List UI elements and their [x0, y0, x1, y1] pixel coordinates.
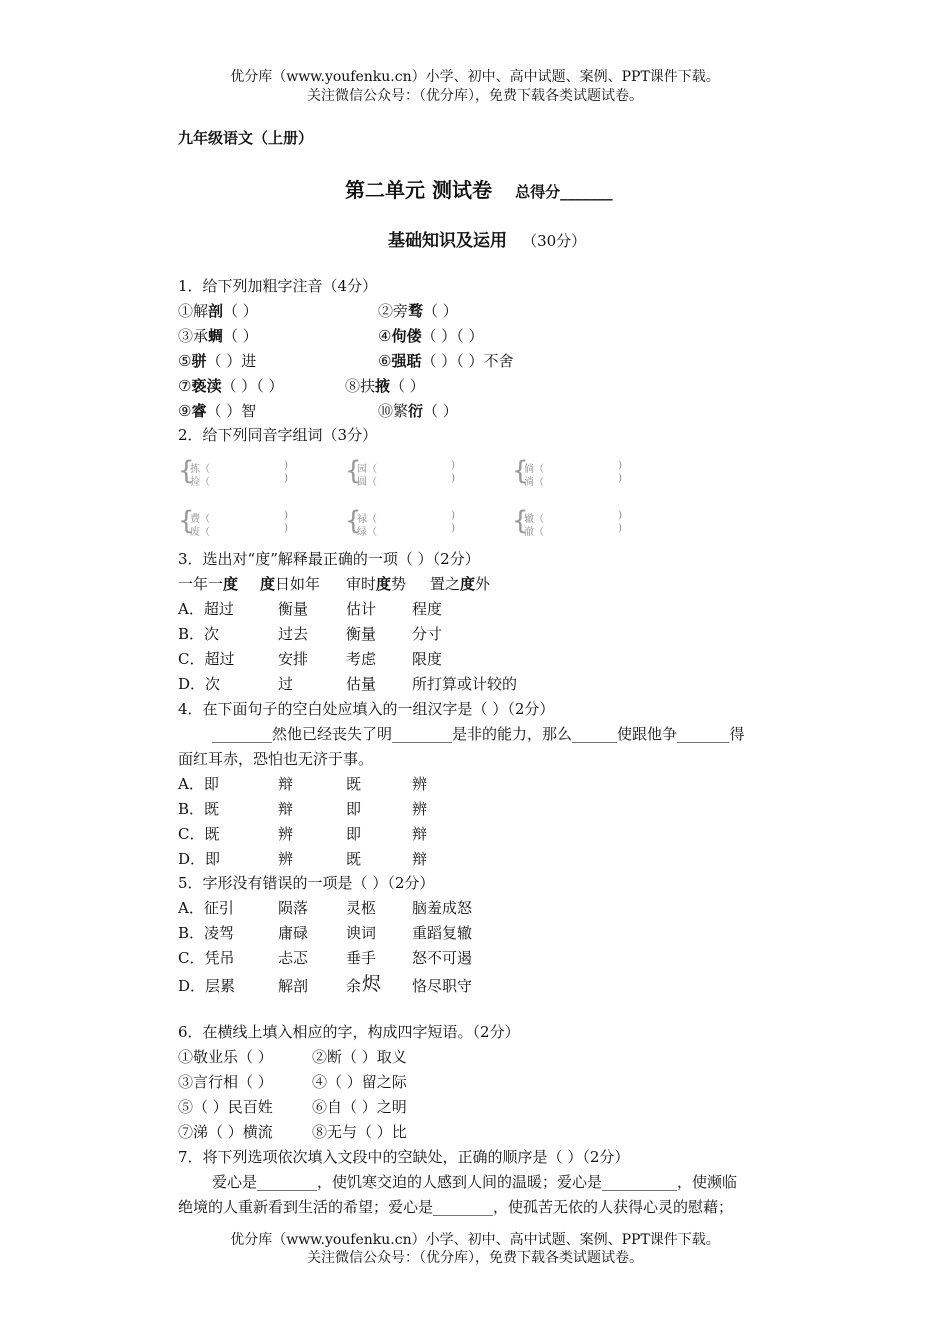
footer-line-1: 优分库（www.youfenku.cn）小学、初中、高中试题、案例、PPT课件下载。	[230, 1232, 720, 1248]
q4-option-cell: 即	[346, 800, 362, 818]
q1-item-prefix: ⑤	[178, 352, 192, 370]
page-title	[345, 174, 613, 203]
q2-group-close: )	[284, 473, 288, 484]
q6-item: ⑧无与（ ）比	[312, 1123, 407, 1141]
q1-item-blank: （ ）	[223, 327, 258, 345]
q5-prompt: 5．字形没有错误的一项是（ ）（2分）	[178, 874, 435, 892]
q2-group-row	[524, 473, 622, 488]
q5-option-cell: 垂手	[346, 949, 377, 967]
q1-item-prefix: ①解	[178, 302, 209, 320]
q1-item-bold: 剖	[208, 302, 224, 320]
q1-item-prefix: ④	[378, 327, 392, 345]
q2-group-close: )	[451, 523, 455, 534]
section-title: 基础知识及运用	[388, 231, 507, 251]
q3-phrase	[430, 574, 490, 594]
q1-item-prefix: ⑦	[178, 377, 192, 395]
q1-item-blank: （ ）	[423, 302, 458, 320]
q2-group	[512, 508, 622, 536]
brace-icon: {	[178, 456, 195, 486]
q1-item-blank: （ ）（ ）	[421, 327, 484, 345]
q2-group-close: )	[284, 510, 288, 521]
q2-group-char: 园（	[357, 464, 377, 475]
q3-option-cell: 安排	[278, 650, 309, 668]
q1-item-bold: 骈	[191, 352, 207, 370]
q5-option-cell: 重蹈复辙	[412, 924, 473, 942]
q2-group-char: 辙（	[524, 514, 544, 525]
q3-phrase-pre: 一年一	[178, 575, 224, 593]
q4-option-cell: D．即	[178, 850, 221, 868]
q4-option-cell: 辨	[412, 775, 428, 793]
q6-item: ⑤（ ）民百姓	[178, 1098, 273, 1116]
q2-group-row	[190, 473, 288, 488]
q7-line-2: 绝境的人重新看到生活的希望；爱心是________，使孤苦无依的人获得心灵的慰藉；	[178, 1198, 734, 1216]
q3-phrase-post: 日如年	[275, 575, 321, 593]
q3-option-cell: B．次	[178, 625, 220, 643]
q1-item-blank: （ ）（ ）不舍	[421, 352, 514, 370]
q2-group-row	[357, 523, 455, 538]
brace-icon: {	[178, 506, 195, 536]
q3-option-cell: 衡量	[278, 600, 309, 618]
q2-group-close: )	[284, 460, 288, 471]
q3-option-cell: C．超过	[178, 650, 235, 668]
brace-icon: {	[345, 456, 362, 486]
q4-option-cell: C．既	[178, 825, 220, 843]
q1-item-prefix: ⑥	[378, 352, 392, 370]
q3-phrase-key: 度	[460, 575, 476, 593]
q4-prompt: 4．在下面句子的空白处应填入的一组汉字是（ ）（2分）	[178, 700, 555, 718]
q3-phrase-key: 度	[260, 575, 276, 593]
q1-item-prefix: ⑧扶	[345, 377, 376, 395]
q4-option-cell: 辩	[412, 850, 428, 868]
q2-group	[178, 508, 288, 536]
q1-item-prefix: ②旁	[378, 302, 409, 320]
q5-option-cell: 余	[346, 977, 362, 995]
q4-sentence-2: 面红耳赤，恐怕也无济于事。	[178, 750, 374, 768]
q2-group-close: )	[618, 473, 622, 484]
q4-sentence-1: ________然他已经丧失了明________是非的能力，那么______使跟他争_______得	[212, 725, 745, 743]
q3-option-cell: 限度	[412, 650, 443, 668]
q1-item	[378, 351, 514, 371]
q1-item-blank: （ ）进	[206, 352, 257, 370]
q4-option-cell: 辨	[412, 800, 428, 818]
q4-option-cell: A．即	[178, 775, 219, 793]
q4-option-cell: 即	[346, 825, 362, 843]
q5-option-cell: 谀词	[346, 924, 377, 942]
q2-group-char: 费（	[190, 514, 210, 525]
brace-icon: {	[512, 456, 529, 486]
q3-option-cell: 衡量	[346, 625, 377, 643]
q1-item	[178, 351, 256, 371]
q2-group-close: )	[284, 523, 288, 534]
q5-option-cell: 陨落	[278, 899, 309, 917]
q5-option-cell: 怒不可遏	[412, 949, 473, 967]
q1-item	[378, 401, 458, 421]
q3-option-cell: 估量	[346, 675, 377, 693]
q1-item-blank: （ ）	[223, 302, 258, 320]
q3-option-cell: A．超过	[178, 600, 234, 618]
section-points: （30分）	[522, 232, 587, 250]
q7-line-1: 爱心是________，使饥寒交迫的人感到人间的温暖；爱心是__________，使濒临	[212, 1173, 738, 1191]
q1-item	[178, 326, 258, 346]
q2-group-close: )	[451, 510, 455, 521]
q2-group-char: 拣（	[190, 464, 210, 475]
q2-group-row	[357, 473, 455, 488]
q5-option-cell: 解剖	[278, 977, 309, 995]
section-heading	[388, 226, 586, 251]
q6-item: ⑦涕（ ）横流	[178, 1123, 273, 1141]
q1-item-prefix: ⑨	[178, 402, 192, 420]
q1-item	[178, 376, 284, 396]
brace-icon: {	[512, 506, 529, 536]
q3-phrase	[260, 574, 320, 594]
q4-option-cell: 辨	[278, 850, 294, 868]
q1-item-bold: 掖	[375, 377, 391, 395]
q3-phrase-key: 度	[376, 575, 392, 593]
q4-option-cell: 既	[346, 850, 362, 868]
q4-option-cell: 辨	[278, 825, 294, 843]
q1-item	[378, 301, 458, 321]
q3-phrase-key: 度	[223, 575, 239, 593]
header-line-1: 优分库（www.youfenku.cn）小学、初中、高中试题、案例、PPT课件下载。	[230, 69, 720, 85]
q3-option-cell: 估计	[346, 600, 377, 618]
q1-item-bold: 亵渎	[191, 377, 222, 395]
q2-group	[512, 458, 622, 486]
q1-item-blank: （ ）	[423, 402, 458, 420]
q2-group-char: 淌（	[524, 477, 544, 488]
q2-group	[345, 508, 455, 536]
q1-item-bold: 衍	[408, 402, 424, 420]
q1-item	[378, 326, 484, 346]
q5-option-cell: B．凌驾	[178, 924, 235, 942]
q3-option-cell: 考虑	[346, 650, 377, 668]
q2-group-char: 捡（	[190, 477, 210, 488]
q4-option-cell: 辩	[278, 775, 294, 793]
q5-option-cell: 脑羞成怒	[412, 899, 473, 917]
q5-option-cell: 忐忑	[278, 949, 309, 967]
q5-option-cell: A．征引	[178, 899, 234, 917]
q1-item-bold: 蜩	[208, 327, 224, 345]
q3-phrase	[178, 574, 238, 594]
q6-item: ①敬业乐（ ）	[178, 1048, 273, 1066]
q3-phrase-post: 势	[391, 575, 407, 593]
q3-prompt: 3．选出对“度”解释最正确的一项（ ）（2分）	[178, 550, 480, 568]
q2-group-close: )	[451, 473, 455, 484]
q4-option-cell: B．既	[178, 800, 220, 818]
q2-group-close: )	[618, 523, 622, 534]
q3-option-cell: D．次	[178, 675, 221, 693]
q1-item-blank: （ ）	[390, 377, 425, 395]
q4-option-cell: 辩	[278, 800, 294, 818]
q2-prompt: 2．给下列同音字组词（3分）	[178, 426, 378, 444]
q3-option-cell: 程度	[412, 600, 443, 618]
header-line-2: 关注微信公众号：（优分库），免费下载各类试题试卷。	[307, 88, 643, 104]
q4-option-cell: 辩	[412, 825, 428, 843]
q1-item-bold: 骛	[408, 302, 424, 320]
q2-group-char: 禄（	[357, 514, 377, 525]
q3-option-cell: 过	[278, 675, 294, 693]
q1-item-prefix: ⑩繁	[378, 402, 409, 420]
q1-item-prefix: ③承	[178, 327, 209, 345]
q1-item-blank: （ ）智	[206, 402, 257, 420]
q1-item-bold: 睿	[191, 402, 207, 420]
brace-icon: {	[345, 506, 362, 536]
q2-group-char: 圆（	[357, 477, 377, 488]
q4-option-cell: 既	[346, 775, 362, 793]
q3-phrase	[346, 574, 406, 594]
q1-item	[178, 301, 258, 321]
q6-prompt: 6．在横线上填入相应的字，构成四字短语。（2分）	[178, 1023, 520, 1041]
q5-option-cell: D．层累	[178, 977, 236, 995]
q2-group-close: )	[451, 460, 455, 471]
q1-item	[178, 401, 256, 421]
q6-item: ②断（ ）取义	[312, 1048, 407, 1066]
q1-item-bold: 佝偻	[391, 327, 422, 345]
grade-label: 九年级语文（上册）	[178, 129, 314, 147]
q1-item-bold: 强聒	[391, 352, 422, 370]
q2-group-row	[524, 523, 622, 538]
q3-option-cell: 过去	[278, 625, 309, 643]
q3-phrase-post: 外	[475, 575, 491, 593]
q2-group-char: 倘（	[524, 464, 544, 475]
q7-prompt: 7．将下列选项依次填入文段中的空缺处，正确的顺序是（ ）（2分）	[178, 1148, 630, 1166]
q6-item: ⑥自（ ）之明	[312, 1098, 407, 1116]
q3-option-cell: 分寸	[412, 625, 443, 643]
q5-option-cell: 恪尽职守	[412, 977, 473, 995]
q3-phrase-pre: 审时	[346, 575, 377, 593]
q1-item	[345, 376, 425, 396]
q2-group-close: )	[618, 510, 622, 521]
q2-group-char: 绿（	[357, 527, 377, 538]
score-label: 总得分_______	[515, 183, 613, 201]
q1-prompt: 1．给下列加粗字注音（4分）	[178, 277, 378, 295]
q2-group	[345, 458, 455, 486]
q1-item-blank: （ ）（ ）	[221, 377, 284, 395]
q5-extra-char: 烬	[362, 973, 382, 995]
q2-group-char: 澈（	[524, 527, 544, 538]
q2-group-char: 废（	[190, 527, 210, 538]
footer-line-2: 关注微信公众号：（优分库），免费下载各类试题试卷。	[307, 1250, 643, 1266]
q6-item: ④（ ）留之际	[312, 1073, 407, 1091]
q2-group-close: )	[618, 460, 622, 471]
q3-option-cell: 所打算或计较的	[412, 675, 518, 693]
title-text: 第二单元 测试卷	[345, 178, 492, 202]
q3-phrase-pre: 置之	[430, 575, 461, 593]
q2-group-row	[190, 523, 288, 538]
q2-group	[178, 458, 288, 486]
q5-option-cell: 庸碌	[278, 924, 309, 942]
q6-item: ③言行相（ ）	[178, 1073, 273, 1091]
q5-option-cell: 灵柩	[346, 899, 377, 917]
q5-option-cell: C．凭吊	[178, 949, 235, 967]
